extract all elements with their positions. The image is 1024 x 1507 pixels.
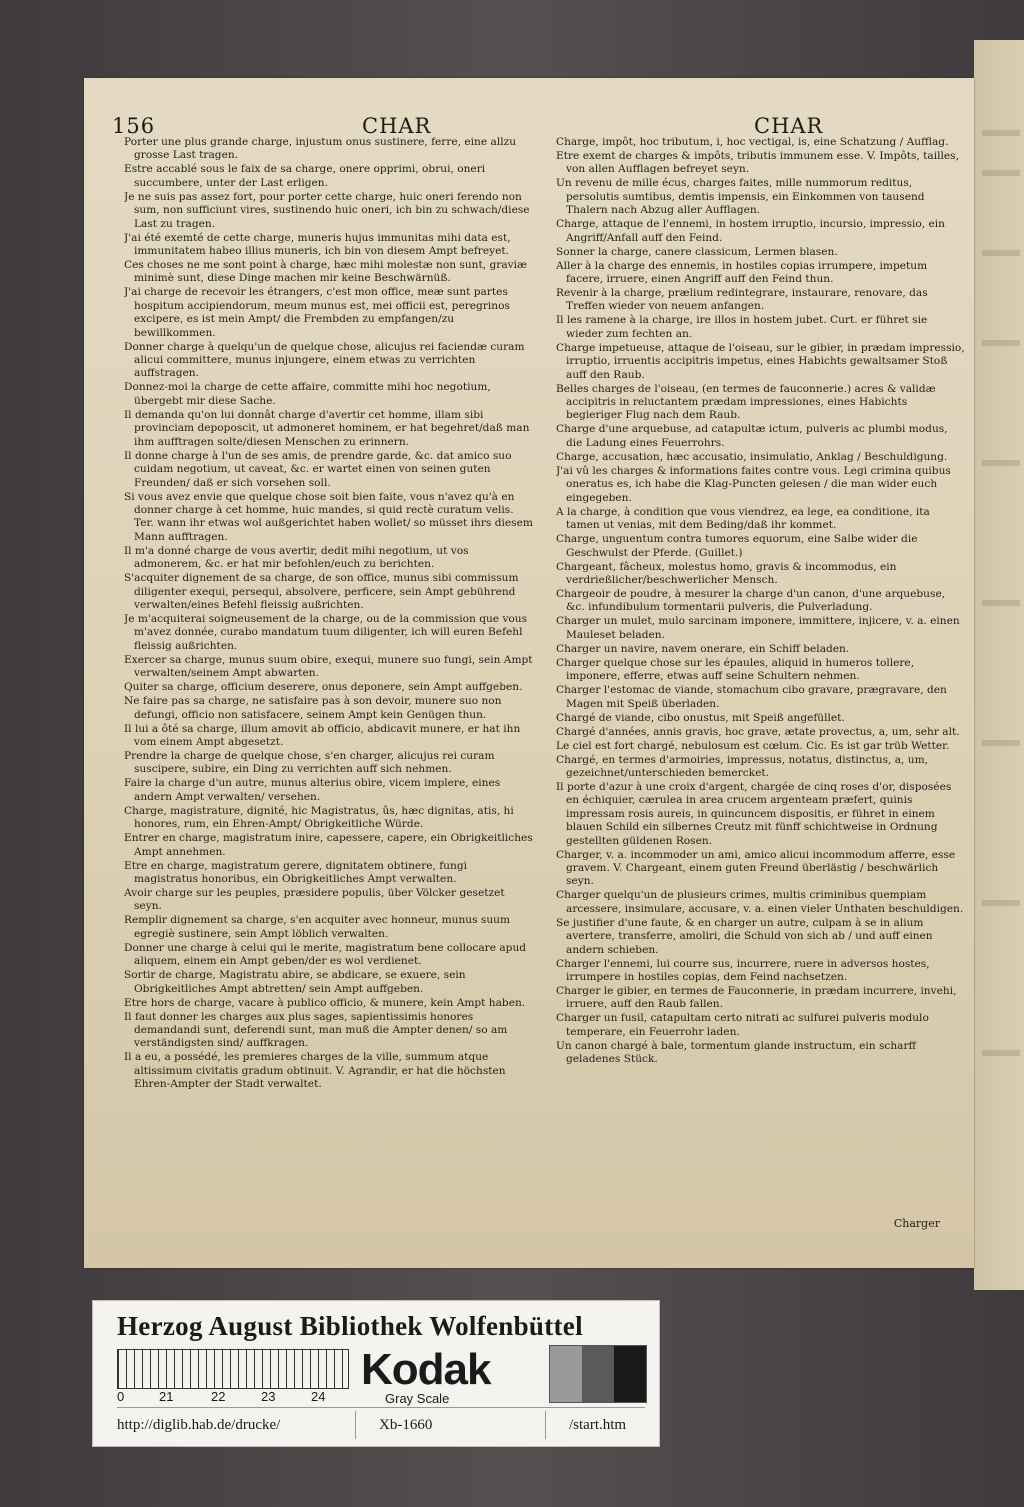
dictionary-entry: Il faut donner les charges aux plus sages, sapientissimis honores demandandi sunt, deferendi sunt, man muß die Ampter denen/ so am verständigsten sind/ auffkragen. — [124, 1010, 508, 1050]
dictionary-entry: Se justifier d'une faute, & en charger un autre, culpam à se in alium avertere, transferre, amoliri, die Schuld von sich ab / und auff einen andern schieben. — [556, 916, 933, 956]
dictionary-entry: Il porte d'azur à une croix d'argent, chargée de cinq roses d'or, disposées en échiquier, cærulea in area crucem argenteam præfert, quinis impressam rosis aureis, in quincuncem dispositis, er führet in einem blauen Schild ein silbernes Creutz mit fünff schichtweise in Ordnung gestellten güldenen Rosen. — [556, 780, 952, 847]
dictionary-entry: Revenir à la charge, prælium redintegrare, instaurare, renovare, das Treffen wieder von neuem anfangen. — [556, 287, 928, 313]
shelfmark: Xb-1660 — [379, 1417, 433, 1433]
dictionary-entry: Charger un navire, navem onerare, ein Schiff beladen. — [556, 642, 850, 655]
dictionary-entry: Si vous avez envie que quelque chose soit bien faite, vous n'avez qu'à en donner charge à cet homme, huic mandes, si quid rectè curatum velis. Ter. wann ihr etwas wol außgerichtet haben wollet/ so müsset ihrs diesem Mann aufftragen. — [124, 490, 533, 543]
dictionary-entry: Il m'a donné charge de vous avertir, dedit mihi negotium, ut vos admonerem, &c. er hat mir befohlen/euch zu berichten. — [124, 544, 469, 571]
dictionary-entry: Un revenu de mille écus, charges faites, mille nummorum reditus, persolutis sumtibus, demtis impensis, ein Einkommen von tausend Thalern nach Abzug aller Aufflagen. — [556, 177, 925, 217]
dictionary-entry: Avoir charge sur les peuples, præsidere populis, über Völcker gesetzet seyn. — [124, 887, 505, 913]
dictionary-entry: Ne faire pas sa charge, ne satisfaire pas à son devoir, munere suo non defungi, officio non satisfacere, seinem Ampt kein Genügen thun. — [124, 695, 502, 721]
gray-scale-label: Gray Scale — [385, 1391, 450, 1406]
dictionary-entry: Il donne charge à l'un de ses amis, de prendre garde, &c. dat amico suo cuidam negotium, ut caveat, &c. er wartet einen von seinen guten Freunden/ daß er sich vorsehen soll. — [124, 449, 512, 489]
dictionary-entry: Estre accablé sous le faix de sa charge, onere opprimi, obrui, oneri succumbere, unter der Last erligen. — [124, 163, 486, 189]
dictionary-entry: Belles charges de l'oiseau, (en termes de fauconnerie.) acres & validæ accipitris in reluctantem prædam impressiones, eines Habichts begieriger Flug nach dem Raub. — [556, 382, 936, 422]
dictionary-entry: S'acquiter dignement de sa charge, de son office, munus sibi commissum diligenter exequi, persequi, absolvere, perficere, sein Ampt gebührend verwalten/eines Befehl fleissig außrichten. — [124, 572, 519, 611]
ruler-label: 21 — [159, 1389, 174, 1404]
dictionary-entry: Chargé, en termes d'armoiries, impressus, notatus, distinctus, a, um, gezeichnet/unterschieden bemercket. — [556, 753, 929, 779]
dictionary-entry: Charger un fusil, catapultam certo nitrati ac sulfurei pulveris modulo temperare, ein Feuerrohr laden. — [556, 1012, 929, 1038]
dictionary-entry: Chargeoir de poudre, à mesurer la charge d'un canon, d'une arquebuse, &c. infundibulum tormentarii pulveris, die Pulverladung. — [556, 587, 946, 614]
dictionary-entry: Le ciel est fort chargé, nebulosum est cœlum. Cic. Es ist gar trüb Wetter. — [556, 739, 950, 752]
dictionary-entry: Charger le gibier, en termes de Fauconnerie, in prædam incurrere, invehi, irruere, auff den Raub fallen. — [556, 985, 957, 1011]
dictionary-entry: Charge, unguentum contra tumores equorum, eine Salbe wider die Geschwulst der Pferde. (Guillet.) — [556, 533, 918, 559]
book-page — [84, 78, 974, 1268]
gray-scale-patches — [549, 1345, 647, 1403]
dictionary-entry: Chargeant, fâcheux, molestus homo, gravis & incommodus, ein verdrießlicher/beschwerlicher Mensch. — [556, 560, 897, 586]
dictionary-entry: Il lui a ôté sa charge, illum amovit ab officio, abdicavit munere, er hat ihn vom einem Ampt abgesetzt. — [124, 722, 521, 748]
dictionary-entry: J'ai été exemté de cette charge, muneris hujus immunitas mihi data est, immunitatem habeo illius muneris, ich bin von diesem Ampt befreyet. — [124, 231, 511, 258]
dictionary-entry: Ces choses ne me sont point à charge, hæc mihi molestæ non sunt, graviæ minimè sunt, diese Dinge machen mir keine Beschwärnüß. — [124, 259, 527, 285]
dictionary-entry: Charger l'estomac de viande, stomachum cibo gravare, prægravare, den Magen mit Speiß überladen. — [556, 684, 947, 710]
dictionary-entry: Chargé d'années, annis gravis, hoc grave, ætate provectus, a, um, sehr alt. — [556, 725, 960, 738]
left-column — [124, 136, 534, 1246]
dictionary-entry: Charge, attaque de l'ennemi, in hostem irruptio, incursio, impressio, ein Angriff/Anfall auff den Feind. — [556, 218, 945, 244]
dictionary-entry: Exercer sa charge, munus suum obire, exequi, munere suo fungi, sein Ampt verwalten/seinem Ampt abwarten. — [124, 653, 533, 680]
library-name: Herzog August Bibliothek Wolfenbüttel — [117, 1311, 583, 1341]
dictionary-entry: Je ne suis pas assez fort, pour porter cette charge, huic oneri ferendo non sum, non sufficiunt vires, sustinendo huic oneri, ich bin zu schwach/diese Last zu tragen. — [124, 190, 530, 230]
dictionary-entry: Charge d'une arquebuse, ad catapultæ ictum, pulveris ac plumbi modus, die Ladung eines Feuerrohrs. — [556, 423, 948, 449]
dictionary-entry: Il les ramene à la charge, ire illos in hostem jubet. Curt. er führet sie wieder zum fechten an. — [556, 314, 928, 340]
dictionary-entry: Donner une charge à celui qui le merite, magistratum bene collocare apud aliquem, einem ein Ampt geben/der es wol verdienet. — [124, 941, 527, 968]
dictionary-entry: Porter une plus grande charge, injustum onus sustinere, ferre, eine allzu grosse Last tragen. — [124, 136, 517, 162]
dictionary-entry: Charger un mulet, mulo sarcinam imponere, immittere, injicere, v. a. einen Mauleset beladen. — [556, 615, 960, 641]
dictionary-entry: Etre en charge, magistratum gerere, dignitatem obtinere, fungi magistratus honoribus, ein Obrigkeitliches Ampt verwalten. — [124, 859, 467, 885]
dictionary-entry: Prendre la charge de quelque chose, s'en charger, alicujus rei curam suscipere, subire, ein Ding zu verrichten auff sich nehmen. — [124, 749, 495, 776]
ruler-label: 24 — [311, 1389, 326, 1404]
footer-divider — [117, 1407, 645, 1408]
left-heading: CHAR — [362, 114, 432, 138]
dictionary-entry: Aller à la charge des ennemis, in hostiles copias irrumpere, impetum facere, irruere, einen Angriff auff den Feind thun. — [556, 259, 928, 286]
dictionary-entry: Donnez-moi la charge de cette affaire, committe mihi hoc negotium, übergebt mir diese Sache. — [124, 381, 491, 407]
dictionary-entry: A la charge, à condition que vous viendrez, ea lege, ea conditione, ita tamen ut venias, mit dem Beding/daß ihr kommet. — [556, 505, 930, 532]
right-heading: CHAR — [754, 114, 824, 138]
dictionary-entry: J'ai charge de recevoir les étrangers, c'est mon office, meæ sunt partes hospitum accipiendorum, meum munus est, mei officii est, peregrinos excipere, es ist mein Ampt/ die Frembden zu empfangen/zu bewillkommen. — [124, 286, 510, 339]
dictionary-entry: Faire la charge d'un autre, munus alterius obire, vicem implere, eines andern Ampt verwalten/ versehen. — [124, 777, 501, 803]
dictionary-entry: Il a eu, a possédé, les premieres charges de la ville, summum atque altissimum civitatis gradum obtinuit. V. Agrandir, er hat die höchsten Ehren-Ampter der Stadt verwaltet. — [124, 1051, 506, 1091]
dictionary-entry: Il demanda qu'on lui donnât charge d'avertir cet homme, illam sibi provinciam depoposcit, ut admoneret hominem, er hat begehret/daß man ihm aufftragen solte/diesen Menschen zu erinnern. — [124, 408, 530, 448]
dictionary-entry: Un canon chargé à bale, tormentum glande instructum, ein scharff geladenes Stück. — [556, 1039, 917, 1066]
dictionary-entry: Je m'acquiterai soigneusement de la charge, ou de la commission que vous m'avez donnée, curabo mandatum tuum diligenter, ich will euren Befehl fleissig außrichten. — [124, 612, 528, 652]
right-column — [556, 136, 966, 1246]
dictionary-entry: Charge, accusation, hæc accusatio, insimulatio, Anklag / Beschuldigung. — [556, 450, 948, 463]
dictionary-entry: Etre hors de charge, vacare à publico officio, & munere, kein Ampt haben. — [124, 996, 526, 1009]
dictionary-entry: Charger, v. a. incommoder un ami, amico alicui incommodum afferre, esse gravem. V. Chargeant, einem guten Freund überlästig / beschwärlich seyn. — [556, 848, 956, 888]
dictionary-entry: Charge, impôt, hoc tributum, i, hoc vectigal, is, eine Schatzung / Aufflag. — [556, 136, 949, 148]
dictionary-entry: Charger l'ennemi, lui courre sus, incurrere, ruere in adversos hostes, irrumpere in hostiles copias, dem Feind nachsetzen. — [556, 957, 930, 983]
brand-logo: Kodak — [361, 1345, 491, 1394]
next-page-edge — [974, 40, 1024, 1290]
dictionary-entry: Charge, magistrature, dignité, hic Magistratus, ûs, hæc dignitas, atis, hi honores, rum, ein Ehren-Ampt/ Obrigkeitliche Würde. — [124, 804, 514, 831]
scale-ruler — [117, 1349, 349, 1389]
dictionary-entry: Charge impetueuse, attaque de l'oiseau, sur le gibier, in prædam impressio, irruptio, irruentis accipitris impetus, eines Habichts gewaltsamer Stoß auff den Raub. — [556, 341, 965, 381]
dictionary-entry: Etre exemt de charges & impôts, tributis immunem esse. V. Impôts, tailles, von allen Aufflagen befreyet seyn. — [556, 150, 959, 176]
dictionary-entry: Remplir dignement sa charge, s'en acquiter avec honneur, munus suum egregiè sustinere, sein Ampt löblich verwalten. — [124, 914, 511, 940]
dictionary-entry: Chargé de viande, cibo onustus, mit Speiß angefüllet. — [556, 711, 845, 724]
dictionary-entry: Sortir de charge, Magistratu abire, se abdicare, se exuere, sein Obrigkeitliches Ampt abtretten/ sein Ampt auffgeben. — [124, 969, 466, 995]
dictionary-entry: Quiter sa charge, officium deserere, onus deponere, sein Ampt auffgeben. — [124, 681, 523, 694]
catchword: Charger — [893, 1217, 940, 1230]
ruler-label: 0 — [117, 1389, 125, 1404]
dictionary-entry: Entrer en charge, magistratum inire, capessere, capere, ein Obrigkeitliches Ampt annehmen. — [124, 832, 533, 858]
library-target-card — [92, 1300, 660, 1447]
dictionary-entry: Sonner la charge, canere classicum, Lermen blasen. — [556, 245, 838, 258]
dictionary-entry: J'ai vû les charges & informations faites contre vous. Legi crimina quibus oneratus es, ich habe die Klag-Puncten gelesen / die man wider euch eingegeben. — [556, 464, 951, 504]
start-link: /start.htm — [569, 1417, 627, 1433]
footer-url: http://diglib.hab.de/drucke/ — [117, 1417, 281, 1433]
dictionary-entry: Donner charge à quelqu'un de quelque chose, alicujus rei faciendæ curam alicui committere, munus injungere, einem etwas zu verrichten auffstragen. — [124, 340, 525, 380]
dictionary-entry: Charger quelque chose sur les épaules, aliquid in humeros tollere, imponere, efferre, etwas auff seine Schultern nehmen. — [556, 656, 915, 683]
ruler-label: 22 — [211, 1389, 226, 1404]
dictionary-entry: Charger quelqu'un de plusieurs crimes, multis criminibus quempiam arcessere, insimulare, accusare, v. a. einen vieler Unthaten beschuldigen. — [556, 889, 964, 915]
page-number: 156 — [112, 114, 156, 138]
ruler-label: 23 — [261, 1389, 276, 1404]
